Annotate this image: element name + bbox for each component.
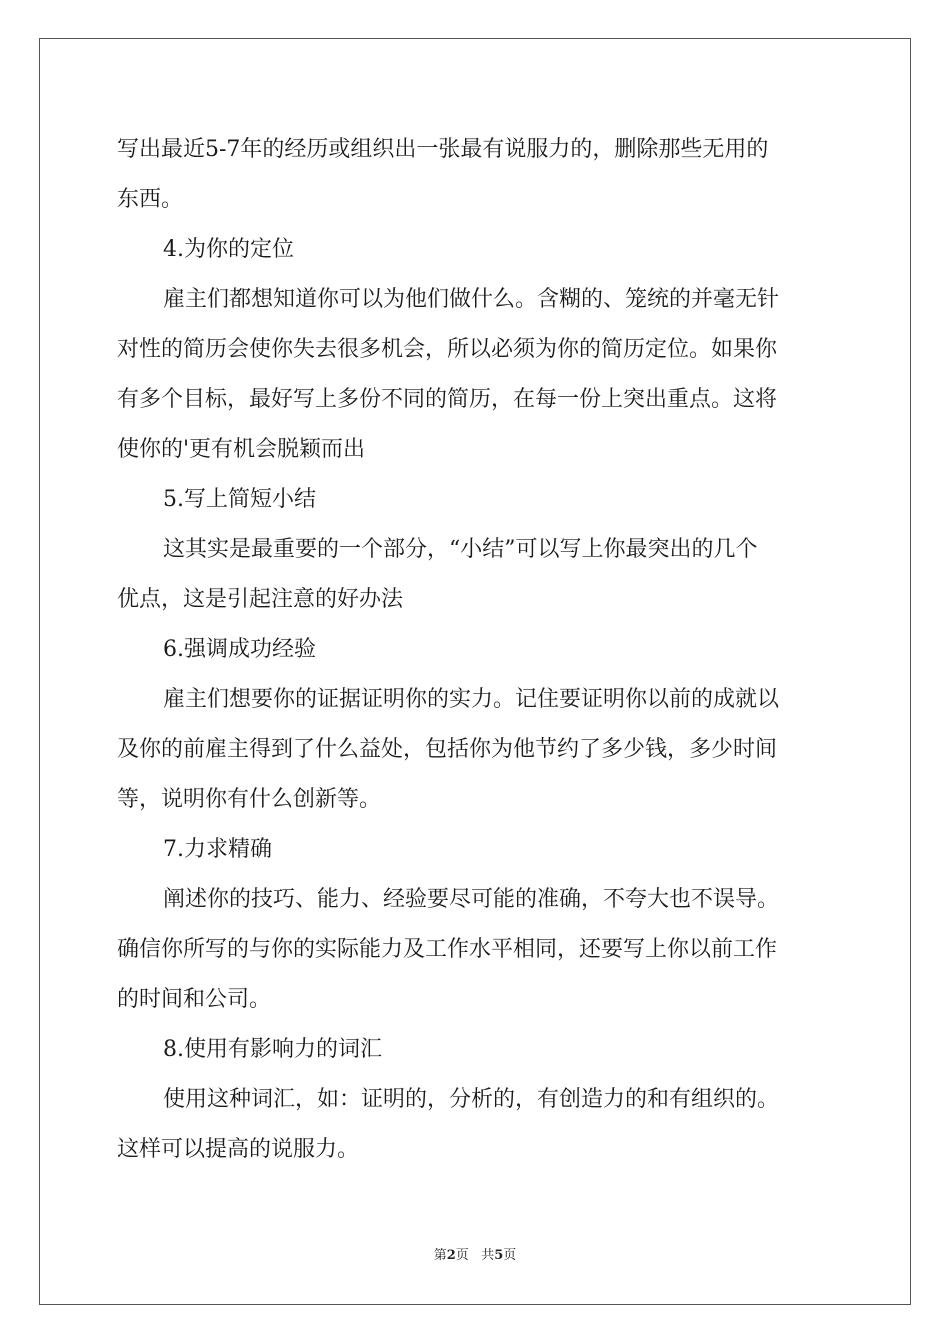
paragraph-line: 阐述你的技巧、能力、经验要尽可能的准确，不夸大也不误导。 <box>163 887 780 912</box>
page-footer <box>0 1244 950 1263</box>
paragraph-line: 这样可以提高的说服力。 <box>117 1137 360 1162</box>
paragraph-line: 使用这种词汇，如：证明的，分析的，有创造力的和有组织的。 <box>163 1087 780 1112</box>
total-suffix: 页 <box>503 1248 517 1263</box>
paragraph-line: 东西。 <box>117 187 184 212</box>
current-page-number: 2 <box>446 1248 456 1263</box>
section-heading: 7.力求精确 <box>163 837 272 862</box>
total-prefix: 共 <box>481 1248 495 1263</box>
paragraph-line: 使你的'更有机会脱颖而出 <box>117 437 366 462</box>
paragraph-line: 及你的前雇主得到了什么益处，包括你为他节约了多少钱，多少时间 <box>117 737 778 762</box>
paragraph-line: 确信你所写的与你的实际能力及工作水平相同，还要写上你以前工作 <box>117 937 778 962</box>
document-body <box>117 125 837 1175</box>
paragraph-line: 优点，这是引起注意的好办法 <box>117 587 404 612</box>
section-heading: 4.为你的定位 <box>163 237 294 262</box>
paragraph-line: 雇主们都想知道你可以为他们做什么。含糊的、笼统的并毫无针 <box>163 287 780 312</box>
paragraph-line: 写出最近5-7年的经历或组织出一张最有说服力的，删除那些无用的 <box>117 137 769 162</box>
total-page-count: 5 <box>494 1248 504 1263</box>
paragraph-line: 的时间和公司。 <box>117 987 272 1012</box>
page-suffix: 页 <box>455 1248 469 1263</box>
section-heading: 8.使用有影响力的词汇 <box>163 1037 382 1062</box>
paragraph-line: 雇主们想要你的证据证明你的实力。记住要证明你以前的成就以 <box>163 687 780 712</box>
paragraph-line: 等，说明你有什么创新等。 <box>117 787 382 812</box>
paragraph-line: 这其实是最重要的一个部分，“小结”可以写上你最突出的几个 <box>163 537 758 562</box>
section-heading: 6.强调成功经验 <box>163 637 316 662</box>
paragraph-line: 对性的简历会使你失去很多机会，所以必须为你的简历定位。如果你 <box>117 337 778 362</box>
section-heading: 5.写上简短小结 <box>163 487 316 512</box>
paragraph-line: 有多个目标，最好写上多份不同的简历，在每一份上突出重点。这将 <box>117 387 778 412</box>
page-prefix: 第 <box>433 1248 447 1263</box>
